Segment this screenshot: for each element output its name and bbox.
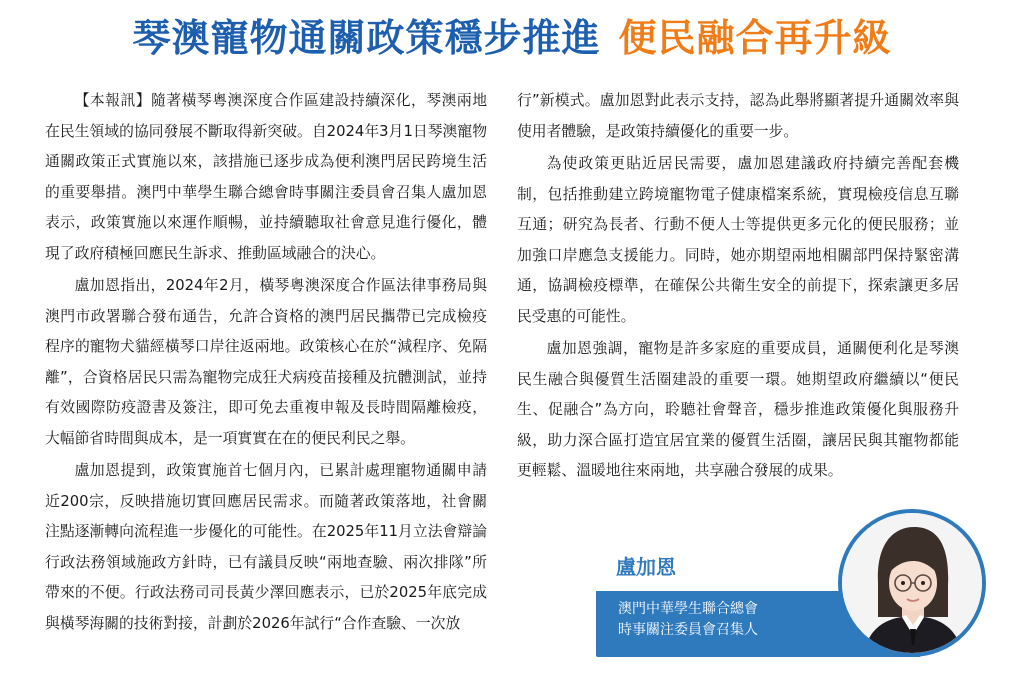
article-left-column bbox=[45, 86, 487, 639]
profile-title-line-1: 澳門中華學生聯合總會 bbox=[618, 601, 758, 617]
paragraph-5: 盧加恩強調，寵物是許多家庭的重要成員，通關便利化是琴澳民生融合與優質生活圈建設的重要一環。她期望政府繼續以“便民生、促融合”為方向，聆聽社會聲音，穩步推進政策優化與服務升級，助力深合區打造宜居宜業的優質生活圈，讓居民與其寵物都能更輕鬆、溫暖地往來兩地，共享融合發展的成果。 bbox=[517, 340, 959, 479]
paragraph-2: 盧加恩指出，2024年2月，橫琴粵澳深度合作區法律事務局與澳門市政署聯合發布通告，允許合資格的澳門居民攜帶已完成檢疫程序的寵物犬貓經橫琴口岸往返兩地。政策核心在於“減程序、免隔離”，合資格居民只需為寵物完成狂犬病疫苗接種及抗體測試，並持有效國際防疫證書及簽注，即可免去重複申報及長時間隔離檢疫，大幅節省時間與成本，是一項實實在在的便民利民之舉。 bbox=[45, 277, 487, 447]
portrait-photo-icon bbox=[842, 513, 982, 653]
avatar bbox=[838, 509, 986, 657]
profile-name: 盧加恩 bbox=[616, 555, 676, 579]
article-right-column bbox=[517, 86, 959, 487]
paragraph-1: 【本報訊】隨著橫琴粵澳深度合作區建設持續深化，琴澳兩地在民生領域的協同發展不斷取得新突破。自2024年3月1日琴澳寵物通關政策正式實施以來，該措施已逐步成為便利澳門居民跨境生活的重要舉措。澳門中華學生聯合總會時事關注委員會召集人盧加恩表示，政策實施以來運作順暢，並持續聽取社會意見進行優化，體現了政府積極回應民生訴求、推動區域融合的決心。 bbox=[45, 92, 487, 262]
paragraph-3-continued: 行”新模式。盧加恩對此表示支持，認為此舉將顯著提升通關效率與使用者體驗，是政策持續優化的重要一步。 bbox=[517, 92, 959, 140]
headline-main: 琴澳寵物通關政策穩步推進 bbox=[132, 16, 601, 60]
paragraph-4: 為使政策更貼近居民需要，盧加恩建議政府持續完善配套機制，包括推動建立跨境寵物電子健康檔案系統，實現檢疫信息互聯互通；研究為長者、行動不便人士等提供更多元化的便民服務；並加強口岸應急支援能力。同時，她亦期望兩地相關部門保持緊密溝通，協調檢疫標準，在確保公共衛生安全的前提下，探索讓更多居民受惠的可能性。 bbox=[517, 155, 959, 325]
headline-accent: 便民融合再升級 bbox=[618, 16, 892, 60]
article-headline bbox=[0, 8, 1024, 68]
profile-title bbox=[618, 599, 758, 641]
profile-title-line-2: 時事關注委員會召集人 bbox=[618, 622, 758, 638]
paragraph-3: 盧加恩提到，政策實施首七個月內，已累計處理寵物通關申請近200宗，反映措施切實回應居民需求。而隨著政策落地，社會關注點逐漸轉向流程進一步優化的可能性。在2025年11月立法會辯論行政法務領域施政方針時，已有議員反映“兩地查驗、兩次排隊”所帶來的不便。行政法務司司長黃少澤回應表示，已於2025年底完成與橫琴海關的技術對接，計劃於2026年試行“合作查驗、一次放 bbox=[45, 462, 487, 632]
